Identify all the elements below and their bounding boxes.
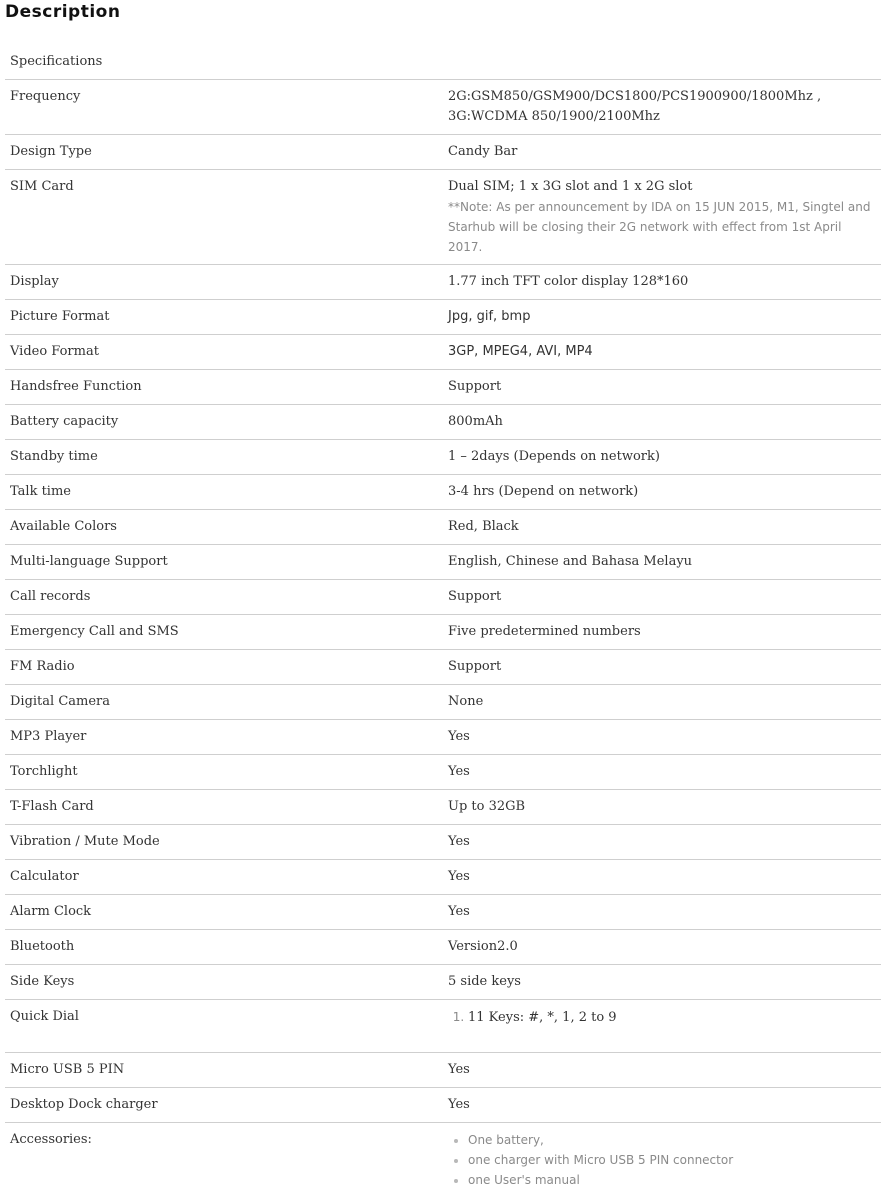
table-row <box>5 755 881 790</box>
table-row <box>5 790 881 825</box>
spec-value: Up to 32GB <box>443 790 881 825</box>
specifications-table <box>5 45 881 1197</box>
spec-value: Yes <box>443 1088 881 1123</box>
spec-label: Side Keys <box>5 965 443 1000</box>
table-row <box>5 1053 881 1088</box>
table-row <box>5 405 881 440</box>
specifications-heading: Specifications <box>5 45 881 80</box>
table-row <box>5 860 881 895</box>
table-row <box>5 825 881 860</box>
spec-label: Handsfree Function <box>5 370 443 405</box>
spec-label: Multi-language Support <box>5 545 443 580</box>
list-item: • One battery, <box>468 1130 876 1150</box>
spec-value: 3GP, MPEG4, AVI, MP4 <box>443 335 881 370</box>
spec-label: Vibration / Mute Mode <box>5 825 443 860</box>
spec-label: Quick Dial <box>5 1000 443 1053</box>
table-row <box>5 720 881 755</box>
spec-label: Desktop Dock charger <box>5 1088 443 1123</box>
table-row <box>5 1123 881 1197</box>
spec-label: FM Radio <box>5 650 443 685</box>
spec-value: 2G:GSM850/GSM900/DCS1800/PCS1900900/1800Mhz , 3G:WCDMA 850/1900/2100Mhz <box>443 80 881 135</box>
table-row <box>5 615 881 650</box>
spec-label: Micro USB 5 PIN <box>5 1053 443 1088</box>
table-row <box>5 170 881 265</box>
spec-value: Yes <box>443 720 881 755</box>
table-row <box>5 1000 881 1053</box>
table-row <box>5 135 881 170</box>
table-row <box>5 475 881 510</box>
spec-label: Standby time <box>5 440 443 475</box>
table-row <box>5 545 881 580</box>
table-row <box>5 335 881 370</box>
table-row <box>5 965 881 1000</box>
spec-value-cell <box>443 170 881 265</box>
sim-note: **Note: As per announcement by IDA on 15 JUN 2015, M1, Singtel and Starhub will be closing their 2G network with effect from 1st April 2017. <box>448 197 876 257</box>
spec-label: Display <box>5 265 443 300</box>
table-row <box>5 930 881 965</box>
accessories-list <box>448 1130 876 1190</box>
spec-value: English, Chinese and Bahasa Melayu <box>443 545 881 580</box>
spec-value: Version2.0 <box>443 930 881 965</box>
spec-value: Jpg, gif, bmp <box>443 300 881 335</box>
page-title: Description <box>5 2 120 22</box>
table-row <box>5 895 881 930</box>
table-row <box>5 440 881 475</box>
spec-value-cell <box>443 1123 881 1197</box>
spec-label: Torchlight <box>5 755 443 790</box>
spec-value: Dual SIM; 1 x 3G slot and 1 x 2G slot <box>448 177 876 197</box>
spec-value: Yes <box>443 1053 881 1088</box>
spec-value: Support <box>443 650 881 685</box>
list-item: • one User's manual <box>468 1170 876 1190</box>
spec-value: 800mAh <box>443 405 881 440</box>
table-row <box>5 45 881 80</box>
spec-label: Emergency Call and SMS <box>5 615 443 650</box>
spec-label: Call records <box>5 580 443 615</box>
spec-value: None <box>443 685 881 720</box>
spec-label: Digital Camera <box>5 685 443 720</box>
spec-value: Yes <box>443 895 881 930</box>
spec-label: Talk time <box>5 475 443 510</box>
spec-label: Battery capacity <box>5 405 443 440</box>
spec-label: Picture Format <box>5 300 443 335</box>
spec-label: Design Type <box>5 135 443 170</box>
quick-dial-list <box>448 1007 876 1028</box>
spec-value: 3-4 hrs (Depend on network) <box>443 475 881 510</box>
spec-value: 5 side keys <box>443 965 881 1000</box>
table-row <box>5 580 881 615</box>
spec-label: Bluetooth <box>5 930 443 965</box>
spec-label: Accessories: <box>5 1123 443 1197</box>
spec-label: MP3 Player <box>5 720 443 755</box>
spec-value: Support <box>443 370 881 405</box>
table-row <box>5 80 881 135</box>
table-row <box>5 265 881 300</box>
table-row <box>5 685 881 720</box>
spec-label: T-Flash Card <box>5 790 443 825</box>
spec-value: Red, Black <box>443 510 881 545</box>
table-row <box>5 370 881 405</box>
spec-label: Calculator <box>5 860 443 895</box>
table-row <box>5 650 881 685</box>
spec-label: Alarm Clock <box>5 895 443 930</box>
spec-value: 1.77 inch TFT color display 128*160 <box>443 265 881 300</box>
list-item: • one charger with Micro USB 5 PIN connector <box>468 1150 876 1170</box>
spec-value: Candy Bar <box>443 135 881 170</box>
spec-label: Video Format <box>5 335 443 370</box>
spec-value: Yes <box>443 755 881 790</box>
spec-value: Support <box>443 580 881 615</box>
list-item: 1. 11 Keys: #, *, 1, 2 to 9 <box>468 1007 876 1028</box>
spec-label: Frequency <box>5 80 443 135</box>
spec-value: Five predetermined numbers <box>443 615 881 650</box>
table-row <box>5 510 881 545</box>
spec-label: Available Colors <box>5 510 443 545</box>
spec-label: SIM Card <box>5 170 443 265</box>
spec-value: Yes <box>443 860 881 895</box>
spec-value: 1 – 2days (Depends on network) <box>443 440 881 475</box>
spec-value-cell <box>443 1000 881 1053</box>
table-row <box>5 300 881 335</box>
table-row <box>5 1088 881 1123</box>
spec-value: Yes <box>443 825 881 860</box>
